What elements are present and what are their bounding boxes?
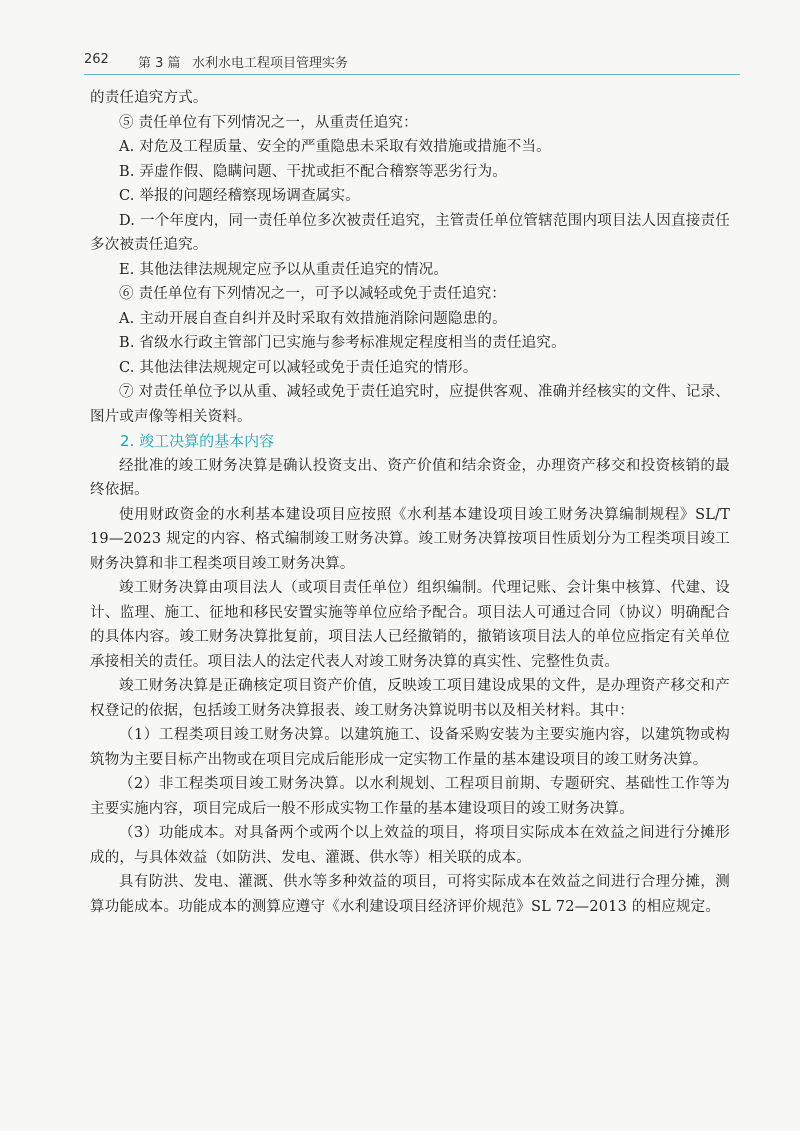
paragraph: D. 一个年度内，同一责任单位多次被责任追究，主管责任单位管辖范围内项目法人因直接责任多次被责任追究。 (90, 212, 730, 253)
part-label: 第 3 篇 (138, 56, 181, 71)
paragraph: 竣工财务决算由项目法人（或项目责任单位）组织编制。代理记账、会计集中核算、代建、设计、监理、施工、征地和移民安置实施等单位应给予配合。项目法人可通过合同（协议）明确配合的具体内容。竣工财务决算批复前，项目法人已经撤销的，撤销该项目法人的单位应指定有关单位承接相关的责任。项目法人的法定代表人对竣工财务决算的真实性、完整性负责。 (90, 580, 730, 670)
paragraph: （3）功能成本。对具备两个或两个以上效益的项目，将项目实际成本在效益之间进行分摊形成的，与具体效益（如防洪、发电、灌溉、供水等）相关联的成本。 (90, 825, 730, 866)
paragraph: 使用财政资金的水利基本建设项目应按照《水利基本建设项目竣工财务决算编制规程》SL/T 19—2023 规定的内容、格式编制竣工财务决算。竣工财务决算按项目性质划分为工程类项目竣工财务决算和非工程类项目竣工财务决算。 (90, 506, 730, 572)
header-rule (84, 74, 740, 75)
body-text (90, 86, 730, 919)
paragraph: C. 其他法律法规规定可以减轻或免于责任追究的情形。 (119, 359, 478, 376)
paragraph: 具有防洪、发电、灌溉、供水等多种效益的项目，可将实际成本在效益之间进行合理分摊，测算功能成本。功能成本的测算应遵守《水利建设项目经济评价规范》SL 72—2013 的相应规定。 (90, 874, 730, 915)
paragraph: ⑤ 责任单位有下列情况之一，从重责任追究： (119, 114, 418, 131)
paragraph: 竣工财务决算是正确核定项目资产价值，反映竣工项目建设成果的文件，是办理资产移交和产权登记的依据，包括竣工财务决算报表、竣工财务决算说明书以及相关材料。其中： (90, 678, 730, 719)
paragraph: ⑥ 责任单位有下列情况之一，可予以减轻或免于责任追究： (119, 286, 507, 302)
paragraph: 的责任追究方式。 (90, 90, 208, 106)
paragraph: A. 主动开展自查自纠并及时采取有效措施消除问题隐患的。 (119, 310, 507, 327)
paragraph: A. 对危及工程质量、安全的严重隐患未采取有效措施或措施不当。 (119, 139, 551, 155)
paragraph: （2）非工程类项目竣工财务决算。以水利规划、工程项目前期、专题研究、基础性工作等为主要实施内容，项目完成后一般不形成实物工作量的基本建设项目的竣工财务决算。 (90, 776, 730, 817)
paragraph: E. 其他法律法规规定应予以从重责任追究的情况。 (119, 261, 449, 278)
page-header (84, 52, 740, 74)
section-heading: 2. 竣工决算的基本内容 (120, 432, 275, 450)
paragraph: 经批准的竣工财务决算是确认投资支出、资产价值和结余资金，办理资产移交和投资核销的最终依据。 (90, 457, 730, 498)
running-title: 水利水电工程项目管理实务 (192, 56, 349, 71)
paragraph: ⑦ 对责任单位予以从重、减轻或免于责任追究时，应提供客观、准确并经核实的文件、记录、图片或声像等相关资料。 (90, 384, 730, 425)
paragraph: （1）工程类项目竣工财务决算。以建筑施工、设备采购安装为主要实施内容，以建筑物或构筑物为主要目标产出物或在项目完成后能形成一定实物工作量的基本建设项目的竣工财务决算。 (90, 727, 730, 768)
paragraph: B. 弄虚作假、隐瞒问题、干扰或拒不配合稽察等恶劣行为。 (119, 163, 507, 180)
paragraph: C. 举报的问题经稽察现场调查属实。 (119, 188, 360, 204)
paragraph: B. 省级水行政主管部门已实施与参考标准规定程度相当的责任追究。 (119, 335, 566, 351)
page-number: 262 (84, 52, 109, 67)
